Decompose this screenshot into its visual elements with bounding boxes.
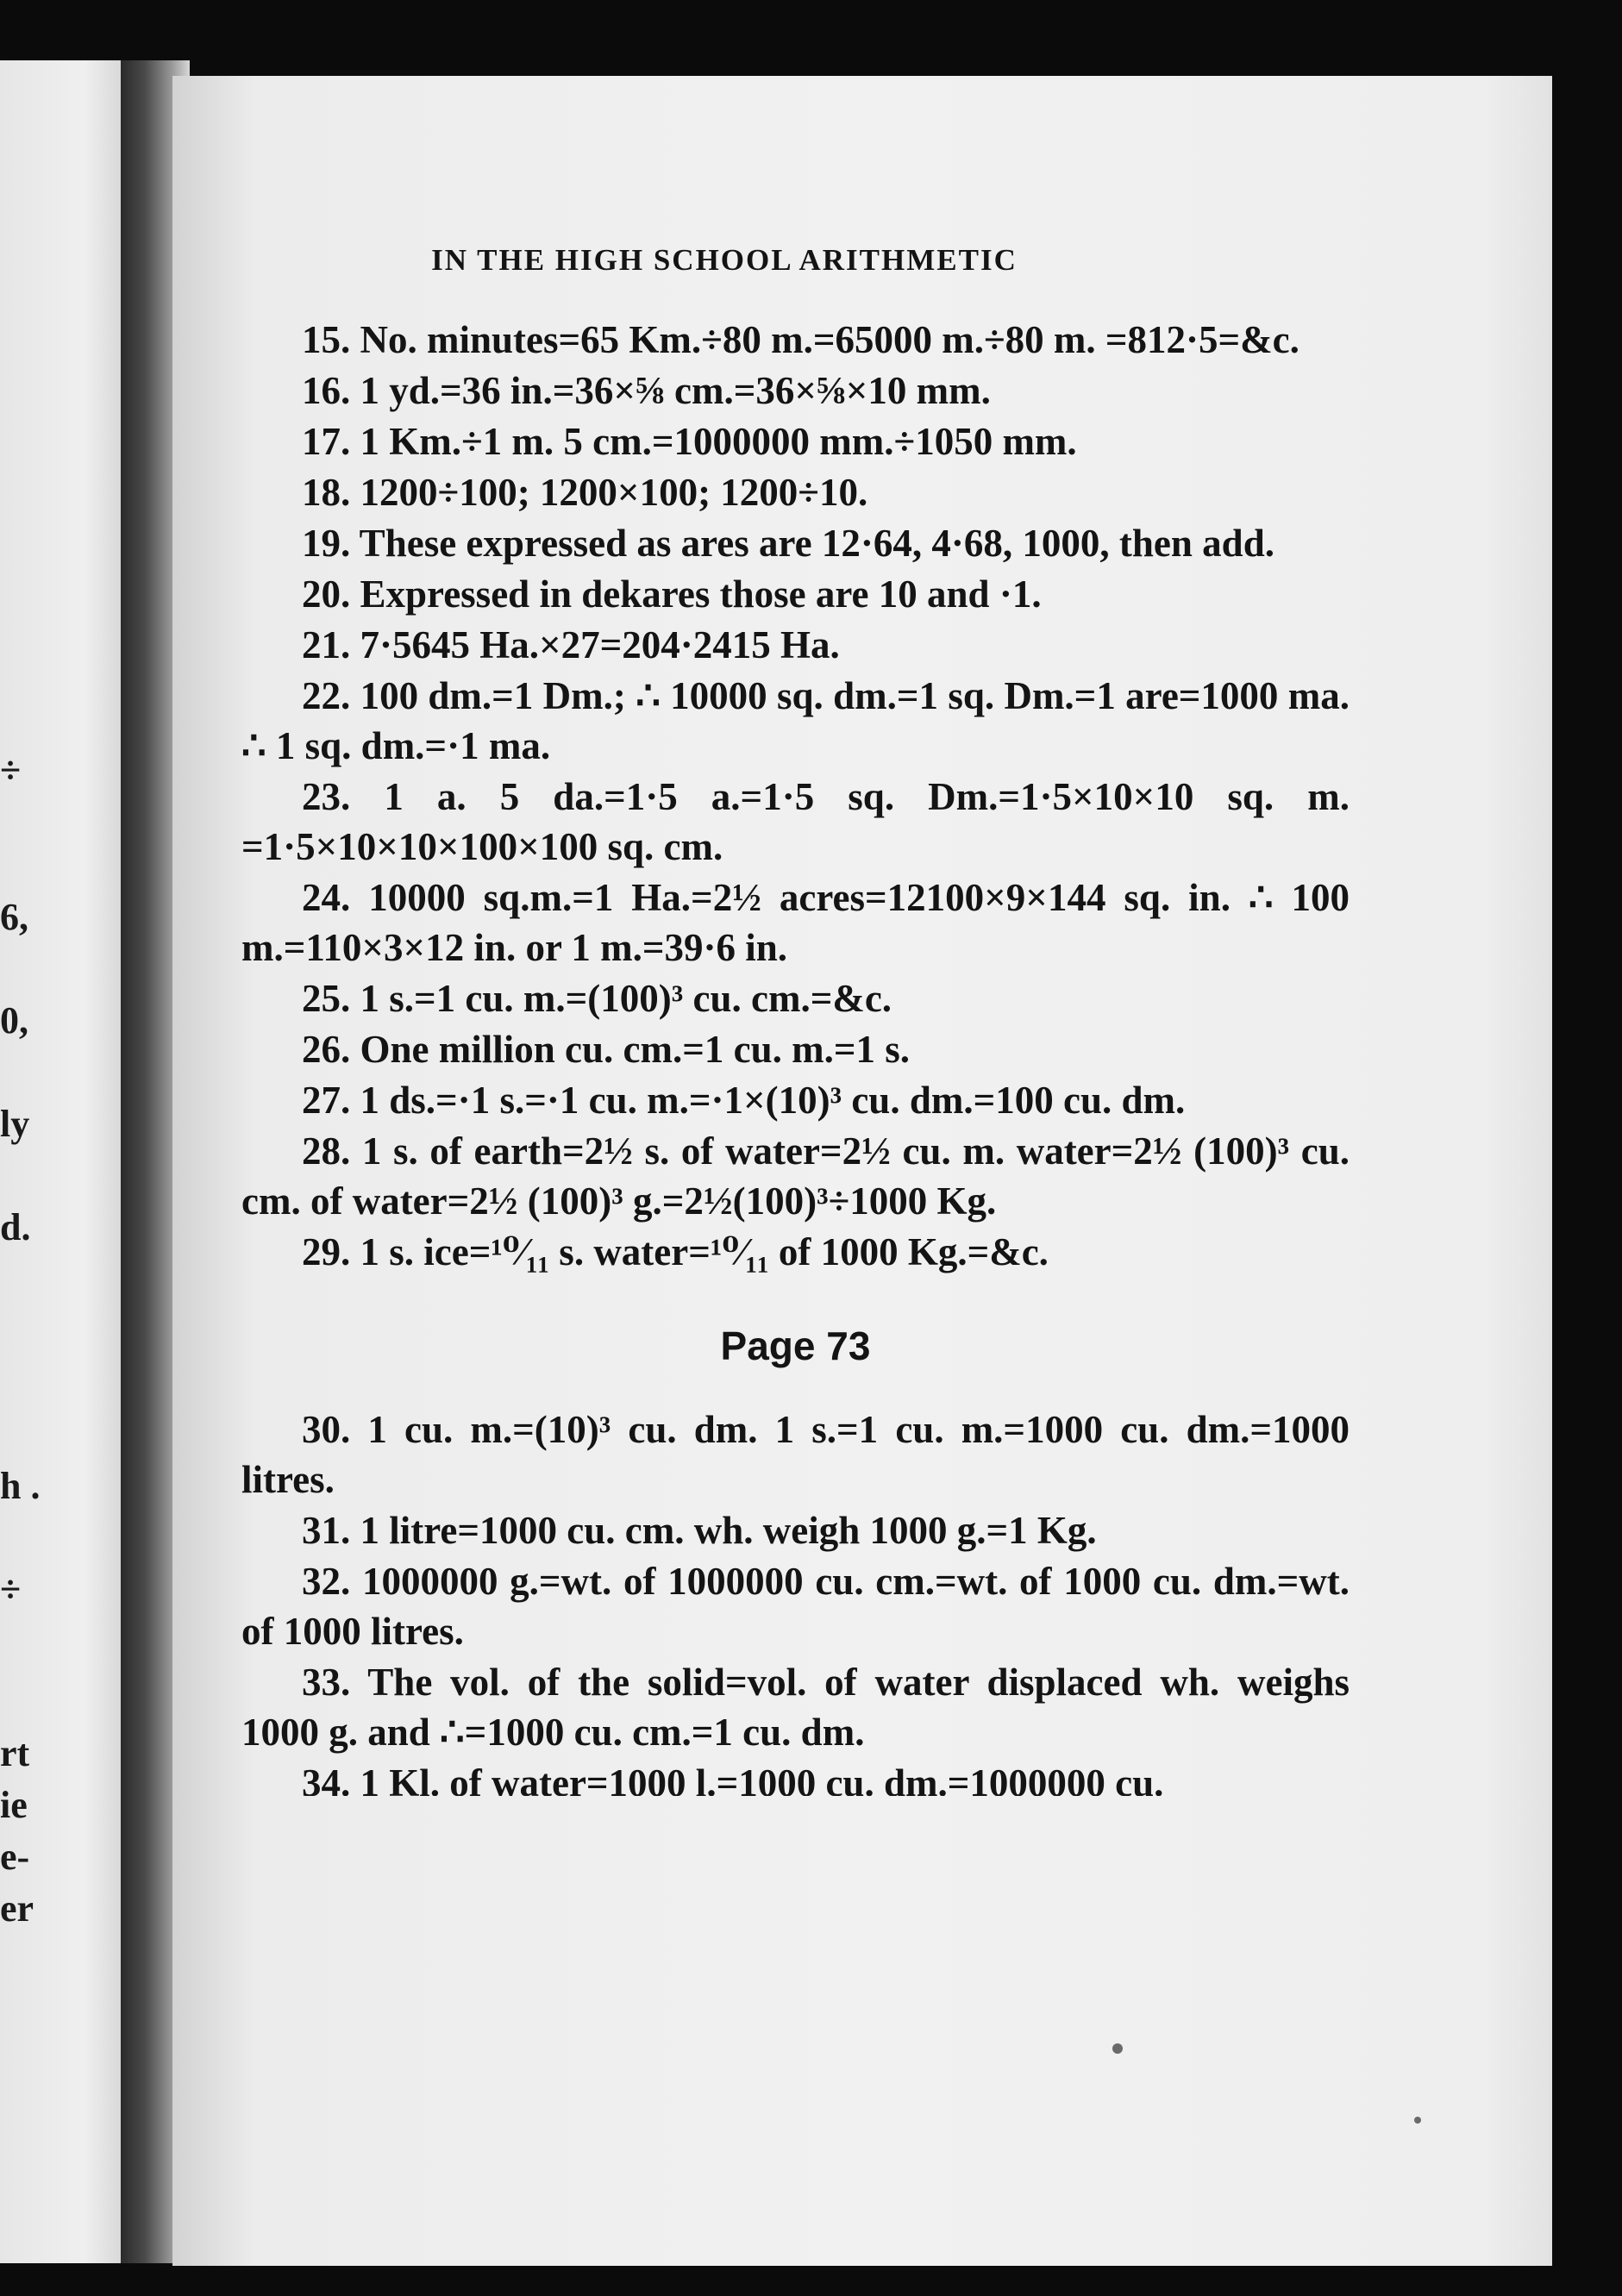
answer-item-cutoff: 34. 1 Kl. of water=1000 l.=1000 cu. dm.=1000000 cu. [302, 1761, 1164, 1796]
left-fragment: er [0, 1887, 34, 1930]
answer-item: 25. 1 s.=1 cu. m.=(100)³ cu. cm.=&c. [302, 977, 892, 1020]
page-content [241, 315, 1350, 1796]
answer-item: 32. 1000000 g.=wt. of 1000000 cu. cm.=wt. of 1000 cu. dm.=wt. of 1000 litres. [241, 1560, 1350, 1653]
left-fragment: ÷ [0, 1568, 22, 1611]
answer-item: 18. 1200÷100; 1200×100; 1200÷10. [302, 471, 868, 514]
answer-item: 17. 1 Km.÷1 m. 5 cm.=1000000 mm.÷1050 mm. [302, 420, 1077, 463]
left-fragment: 6, [0, 896, 28, 938]
page-speck [1414, 2117, 1421, 2124]
answer-item: 29. 1 s. ice=¹⁰⁄₁₁ s. water=¹⁰⁄₁₁ of 1000 Kg.=&c. [302, 1230, 1049, 1273]
answer-item: 28. 1 s. of earth=2½ s. of water=2½ cu. m. water=2½ (100)³ cu. cm. of water=2½ (100)³ g.=2½(100)³÷1000 Kg. [241, 1129, 1350, 1223]
left-fragment: ie [0, 1784, 28, 1826]
page-speck [1112, 2043, 1123, 2054]
section-heading: Page 73 [720, 1323, 871, 1368]
left-fragment: e- [0, 1836, 30, 1878]
left-fragment: rt [0, 1732, 30, 1774]
answer-item: 19. These expressed as ares are 12·64, 4·68, 1000, then add. [302, 522, 1274, 565]
answer-item: 31. 1 litre=1000 cu. cm. wh. weigh 1000 g.=1 Kg. [302, 1509, 1097, 1552]
answer-item: 15. No. minutes=65 Km.÷80 m.=65000 m.÷80 m. =812·5=&c. [302, 318, 1299, 361]
left-fragment: 0, [0, 999, 28, 1042]
running-header: IN THE HIGH SCHOOL ARITHMETIC [431, 243, 1018, 277]
previous-page-edge [0, 60, 121, 2263]
answer-item: 30. 1 cu. m.=(10)³ cu. dm. 1 s.=1 cu. m.=1000 cu. dm.=1000 litres. [241, 1408, 1350, 1501]
answer-item: 23. 1 a. 5 da.=1·5 a.=1·5 sq. Dm.=1·5×10×10 sq. m. =1·5×10×10×100×100 sq. cm. [241, 775, 1350, 868]
answer-item: 20. Expressed in dekares those are 10 and ·1. [302, 572, 1042, 616]
left-fragment: h . [0, 1465, 41, 1507]
answer-item: 33. The vol. of the solid=vol. of water displaced wh. weighs 1000 g. and ∴=1000 cu. cm.=1 cu. dm. [241, 1661, 1350, 1754]
answer-item: 26. One million cu. cm.=1 cu. m.=1 s. [302, 1028, 911, 1071]
answer-item: 16. 1 yd.=36 in.=36×⅝ cm.=36×⅝×10 mm. [302, 369, 991, 412]
left-fragment: d. [0, 1206, 31, 1248]
answer-item: 21. 7·5645 Ha.×27=204·2415 Ha. [302, 623, 840, 666]
answer-item: 27. 1 ds.=·1 s.=·1 cu. m.=·1×(10)³ cu. dm.=100 cu. dm. [302, 1079, 1186, 1122]
left-fragment: ÷ [0, 749, 22, 791]
answer-item: 22. 100 dm.=1 Dm.; ∴ 10000 sq. dm.=1 sq. Dm.=1 are=1000 ma. ∴ 1 sq. dm.=·1 ma. [241, 674, 1350, 767]
answer-item: 24. 10000 sq.m.=1 Ha.=2½ acres=12100×9×144 sq. in. ∴ 100 m.=110×3×12 in. or 1 m.=39·6 in. [241, 876, 1350, 969]
left-fragment: ly [0, 1103, 30, 1145]
